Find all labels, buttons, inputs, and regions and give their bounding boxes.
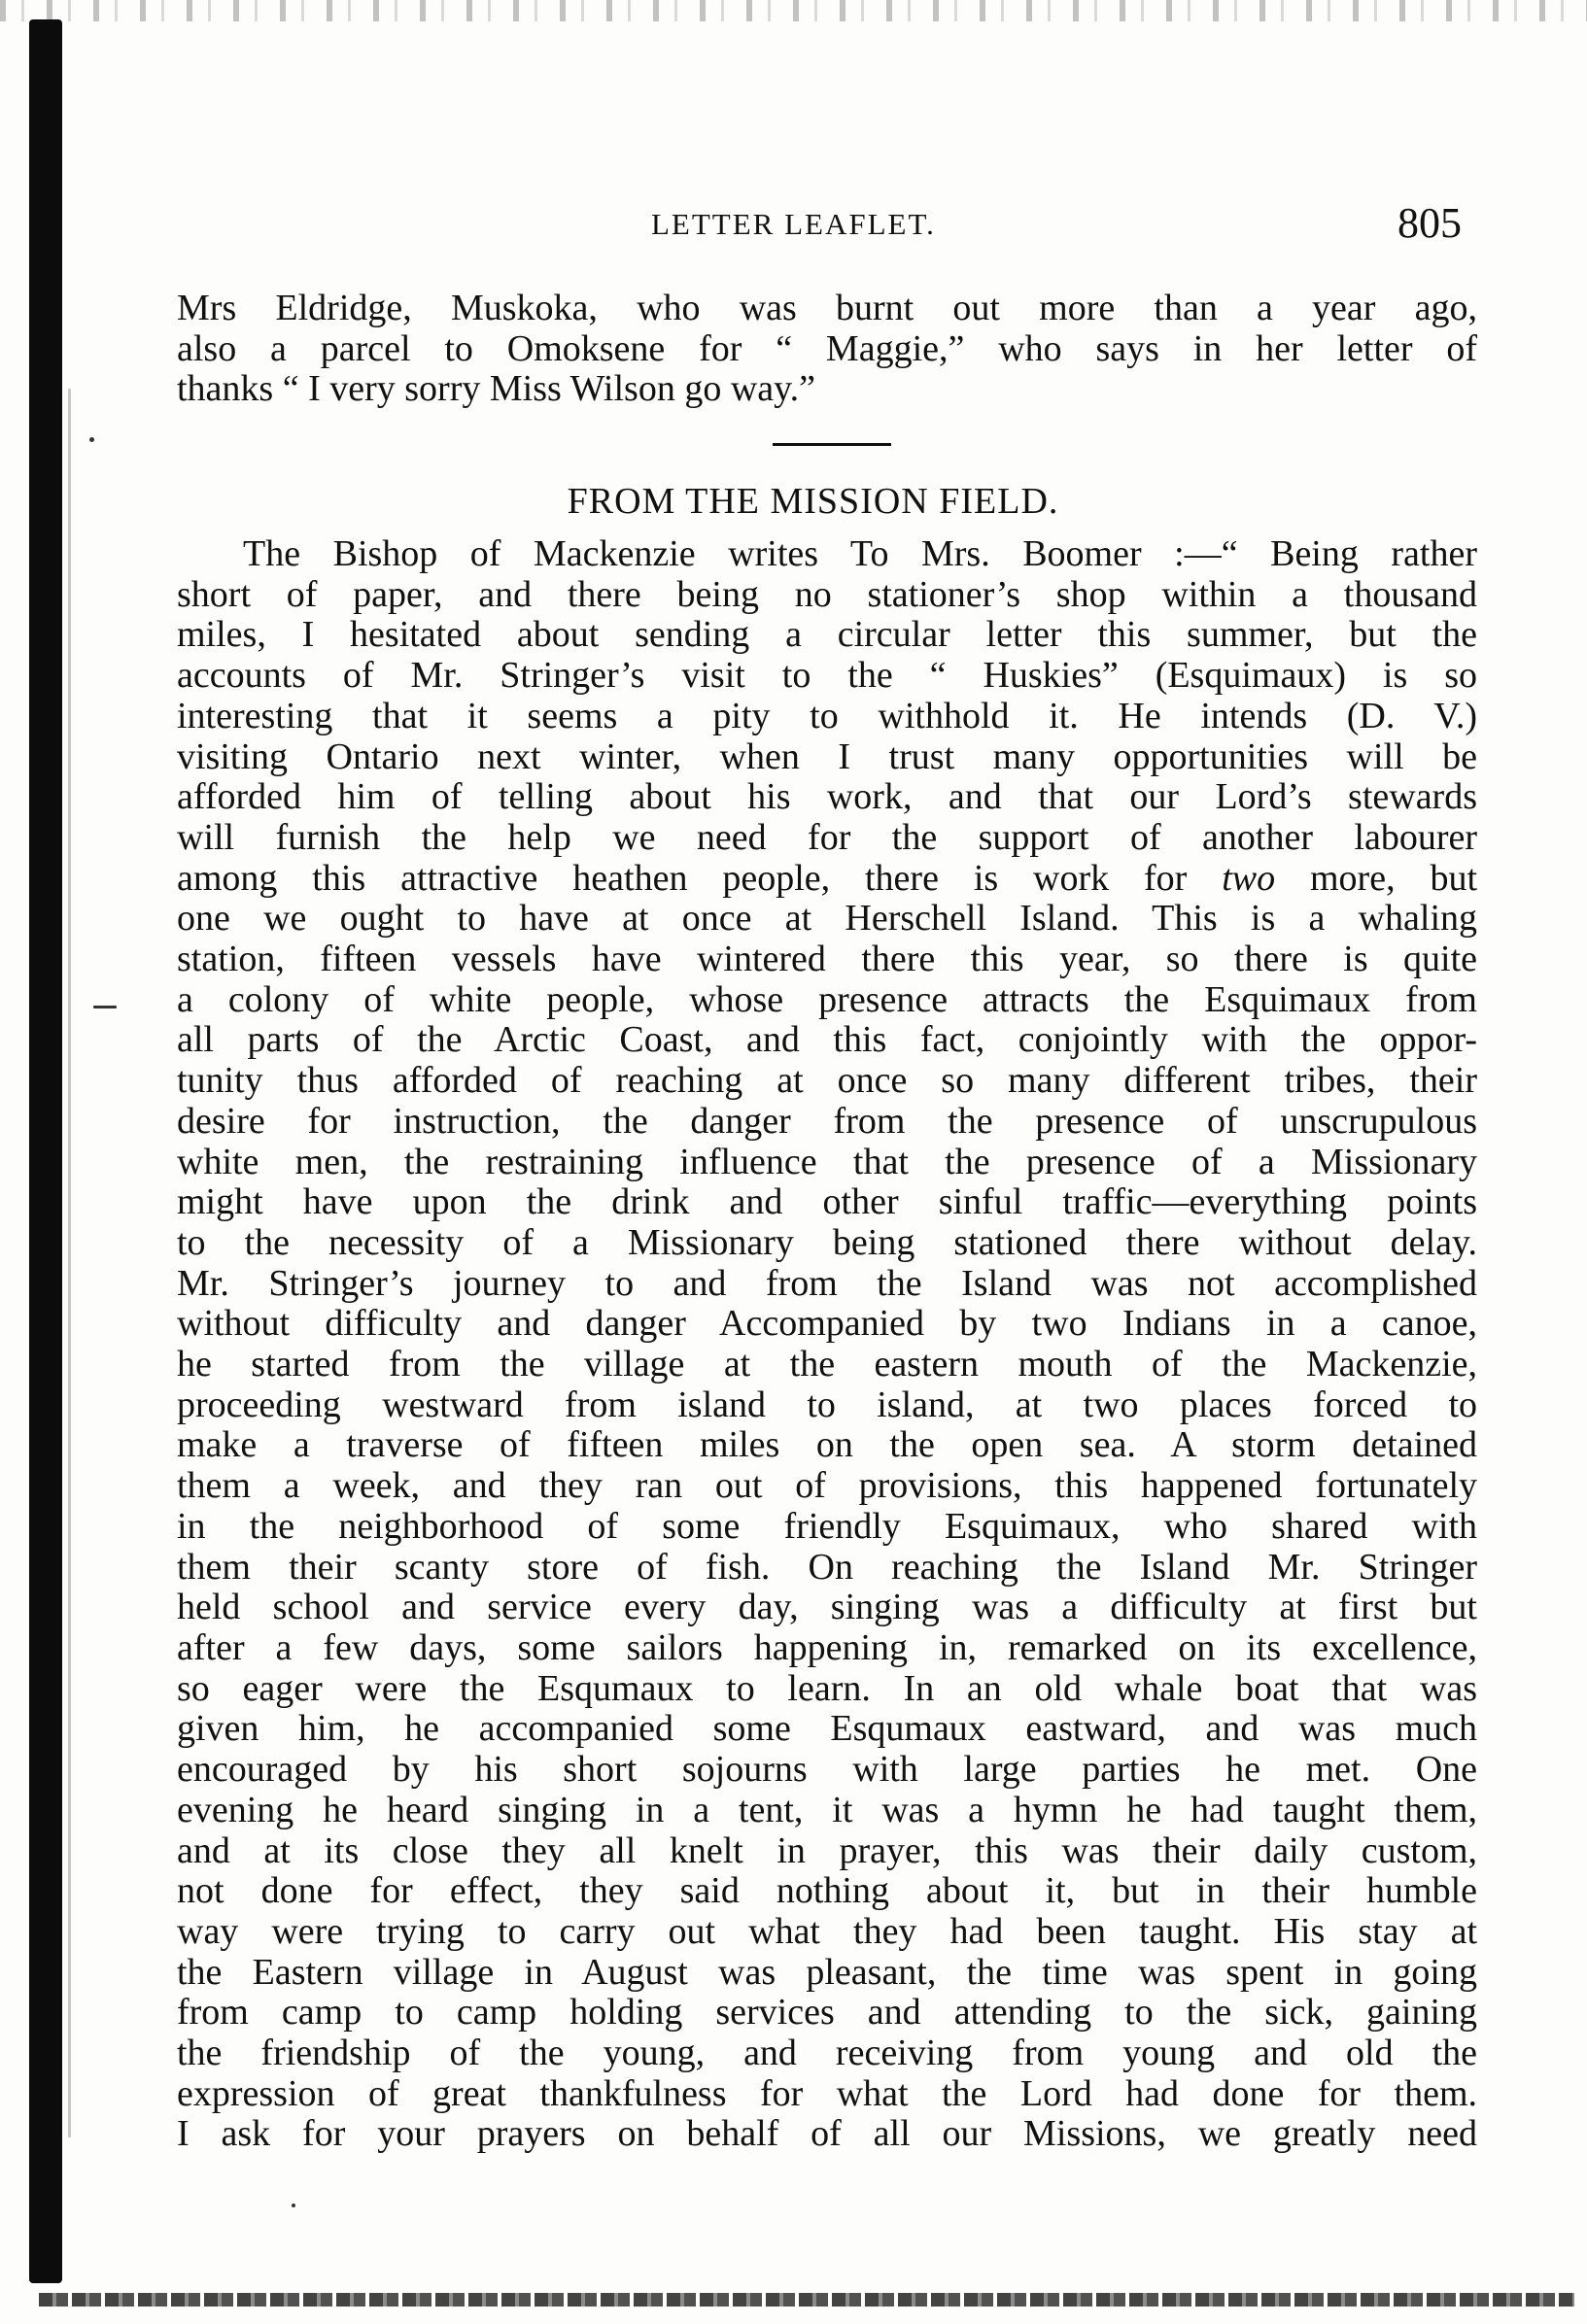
text-line: all parts of the Arctic Coast, and this fact, conjointly with the oppor- xyxy=(177,1019,1477,1061)
text-line: evening he heard singing in a tent, it was a hymn he had taught them, xyxy=(177,1789,1477,1830)
scan-speck xyxy=(292,2204,295,2207)
text-line: from camp to camp holding services and attending to the sick, gaining xyxy=(177,1992,1477,2034)
text-line: afforded him of telling about his work, and that our Lord’s stewards xyxy=(177,776,1477,818)
text-line: proceeding westward from island to island, at two places forced to xyxy=(177,1384,1477,1425)
text-line: the friendship of the young, and receiving from young and old the xyxy=(177,2033,1477,2074)
text-line: one we ought to have at once at Herschell Island. This is a whaling xyxy=(177,898,1477,940)
text-line: the Eastern village in August was pleasant, the time was spent in going xyxy=(177,1951,1477,1993)
mission-letter-body xyxy=(177,534,1477,2155)
text-line: desire for instruction, the danger from the presence of unscrupulous xyxy=(177,1100,1477,1142)
text-line: expression of great thankfulness for what the Lord had done for them. xyxy=(177,2072,1477,2114)
text-line: visiting Ontario next winter, when I trust many opportunities will be xyxy=(177,735,1477,777)
text-line: among this attractive heathen people, there is work for two more, but xyxy=(177,857,1477,899)
text-line: a colony of white people, whose presence attracts the Esquimaux from xyxy=(177,978,1477,1020)
text-line: Mr. Stringer’s journey to and from the Island was not accomplished xyxy=(177,1262,1477,1304)
section-heading: FROM THE MISSION FIELD. xyxy=(567,481,1059,522)
text-line: not done for effect, they said nothing about it, but in their humble xyxy=(177,1870,1477,1912)
book-binding-edge xyxy=(29,19,62,2283)
emphasized-word: two xyxy=(1222,857,1276,899)
text-line: I ask for your prayers on behalf of all our Missions, we greatly need xyxy=(177,2113,1477,2155)
scan-speck xyxy=(93,1006,117,1008)
binding-shadow xyxy=(68,389,71,2137)
text-line: encouraged by his short sojourns with large parties he met. One xyxy=(177,1749,1477,1791)
text-line: and at its close they all knelt in prayer, this was their daily custom, xyxy=(177,1829,1477,1871)
running-title: LETTER LEAFLET. xyxy=(651,207,936,241)
text-line: he started from the village at the eastern mouth of the Mackenzie, xyxy=(177,1344,1477,1385)
scan-bottom-edge xyxy=(39,2293,1574,2307)
text-line: accounts of Mr. Stringer’s visit to the “ Huskies” (Esquimaux) is so xyxy=(177,655,1477,697)
text-line: after a few days, some sailors happening in, remarked on its excellence, xyxy=(177,1626,1477,1668)
text-line: Mrs Eldridge, Muskoka, who was burnt out more than a year ago, xyxy=(177,288,1477,328)
text-line: to the necessity of a Missionary being stationed there without delay. xyxy=(177,1221,1477,1263)
intro-paragraph xyxy=(177,289,1477,410)
scan-top-edge xyxy=(0,0,1587,21)
text-line: thanks “ I very sorry Miss Wilson go way.” xyxy=(177,368,816,410)
text-line: way were trying to carry out what they had been taught. His stay at xyxy=(177,1910,1477,1952)
text-line: miles, I hesitated about sending a circular letter this summer, but the xyxy=(177,614,1477,656)
text-line: tunity thus afforded of reaching at once so many different tribes, their xyxy=(177,1060,1477,1102)
text-line: The Bishop of Mackenzie writes To Mrs. Boomer :—“ Being rather xyxy=(243,533,1477,574)
text-line: in the neighborhood of some friendly Esquimaux, who shared with xyxy=(177,1505,1477,1547)
text-line: might have upon the drink and other sinful traffic—everything points xyxy=(177,1181,1477,1223)
text-line: without difficulty and danger Accompanied by two Indians in a canoe, xyxy=(177,1303,1477,1345)
text-line: interesting that it seems a pity to withhold it. He intends (D. V.) xyxy=(177,695,1477,736)
section-divider xyxy=(773,443,891,446)
text-line: them their scanty store of fish. On reaching the Island Mr. Stringer xyxy=(177,1546,1477,1588)
text-line: them a week, and they ran out of provisions, this happened fortunately xyxy=(177,1465,1477,1507)
text-line: also a parcel to Omoksene for “ Maggie,” who says in her letter of xyxy=(177,327,1477,369)
text-line: will furnish the help we need for the support of another labourer xyxy=(177,816,1477,858)
text-line: station, fifteen vessels have wintered there this year, so there is quite xyxy=(177,939,1477,980)
text-line: short of paper, and there being no stationer’s shop within a thousand xyxy=(177,573,1477,615)
text-line: so eager were the Esqumaux to learn. In an old whale boat that was xyxy=(177,1667,1477,1709)
text-line: held school and service every day, singing was a difficulty at first but xyxy=(177,1587,1477,1628)
text-line: white men, the restraining influence that the presence of a Missionary xyxy=(177,1141,1477,1182)
page-number: 805 xyxy=(1397,199,1462,247)
scan-speck xyxy=(89,437,94,442)
text-line: make a traverse of fifteen miles on the open sea. A storm detained xyxy=(177,1424,1477,1466)
text-line: given him, he accompanied some Esqumaux eastward, and was much xyxy=(177,1708,1477,1750)
